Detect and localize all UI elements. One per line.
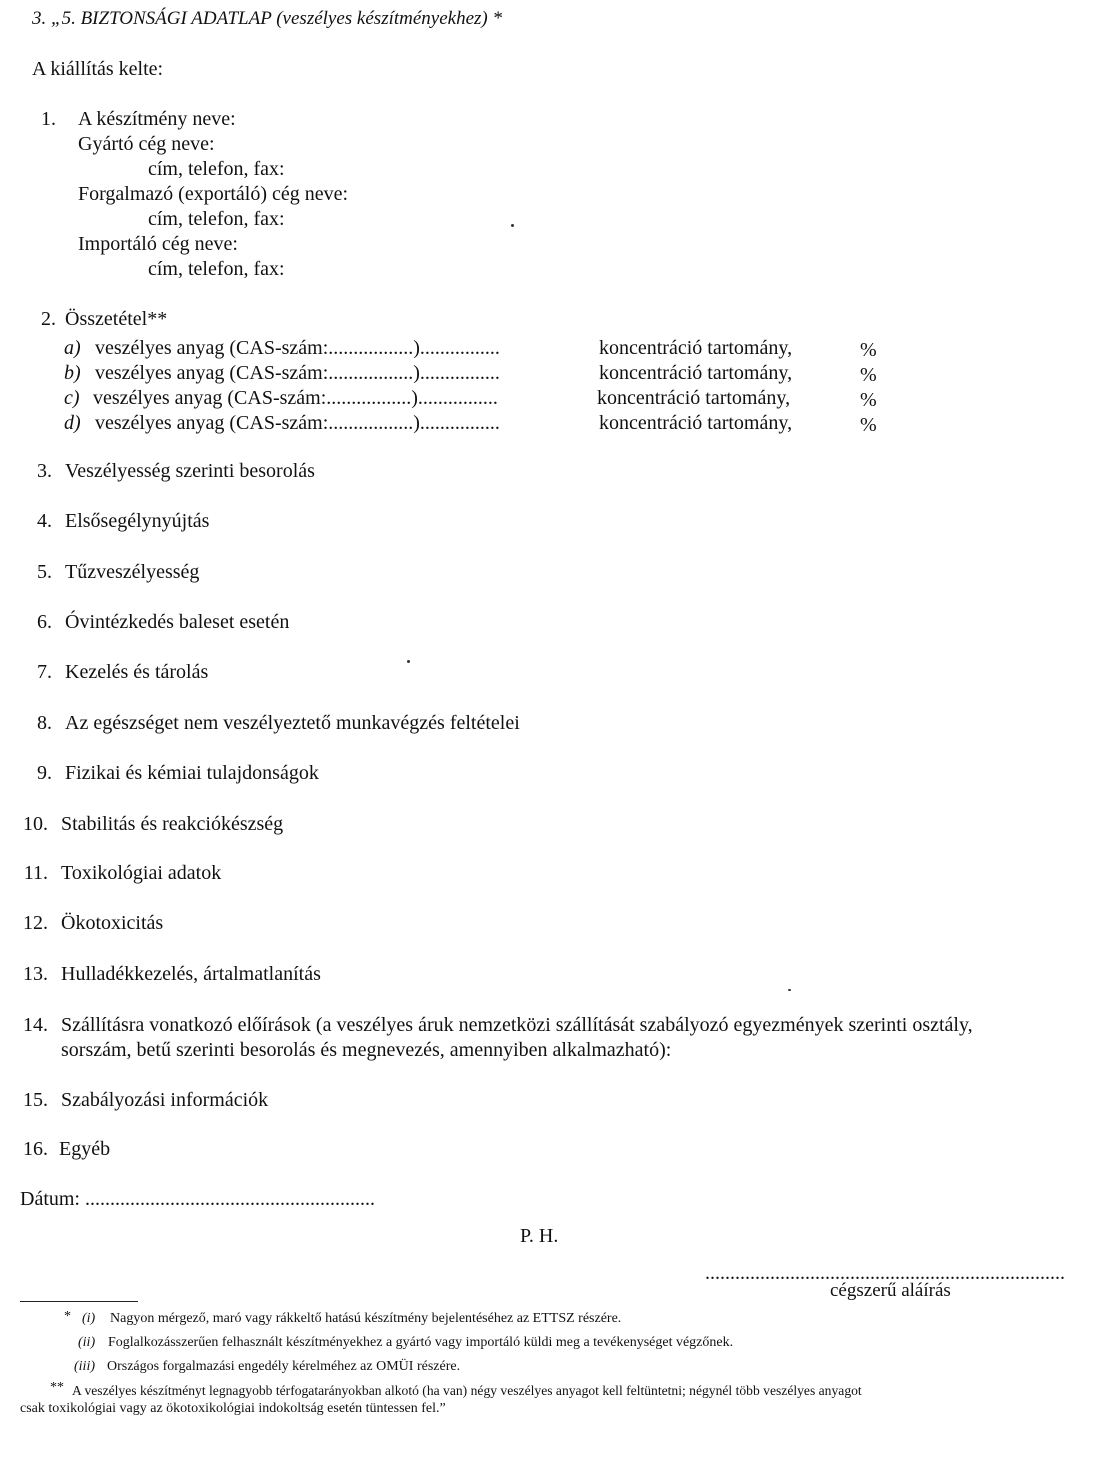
footnote-text: A veszélyes készítményt legnagyobb térfogatarányokban alkotó (ha van) négy veszélyes anyagot kell feltüntetni; négynél több veszélyes anyagot	[72, 1383, 862, 1398]
section-number: 5.	[37, 561, 52, 583]
section-2-number: 2.	[41, 308, 56, 330]
section-number: 7.	[37, 661, 52, 683]
footnote-label: (iii)	[74, 1359, 95, 1374]
product-name-label: A készítmény neve:	[78, 108, 236, 130]
composition-row-percent: %	[860, 414, 877, 436]
composition-row-text: veszélyes anyag (CAS-szám:.................)................	[95, 337, 500, 359]
issue-date-label: A kiállítás kelte:	[32, 58, 164, 80]
section-16-number: 16.	[23, 1138, 48, 1160]
section-title: Fizikai és kémiai tulajdonságok	[65, 762, 319, 784]
section-number: 9.	[37, 762, 52, 784]
document-title: 3. „5. BIZTONSÁGI ADATLAP (veszélyes készítményekhez) *	[32, 8, 502, 29]
footnote-text: csak toxikológiai vagy az ökotoxikológiai indokoltság esetén tüntessen fel.”	[20, 1401, 446, 1416]
section-number: 3.	[37, 460, 52, 482]
composition-row-percent: %	[860, 339, 877, 361]
section-title: Hulladékkezelés, ártalmatlanítás	[61, 963, 321, 985]
scan-speck	[407, 660, 410, 663]
importer-contact-label: cím, telefon, fax:	[148, 258, 285, 280]
section-title: Tűzveszélyesség	[65, 561, 200, 583]
section-title: Kezelés és tárolás	[65, 661, 209, 683]
footnote-label: (ii)	[78, 1335, 96, 1350]
section-title: Az egészséget nem veszélyeztető munkavégzés feltételei	[65, 712, 520, 734]
scan-speck	[511, 224, 514, 227]
composition-row-text: veszélyes anyag (CAS-szám:.................)................	[95, 412, 500, 434]
section-number: 10.	[23, 813, 48, 835]
footnote-text: Országos forgalmazási engedély kérelméhez az OMÜI részére.	[107, 1359, 461, 1374]
composition-row-concentration: koncentráció tartomány,	[599, 337, 793, 359]
distributor-contact-label: cím, telefon, fax:	[148, 208, 285, 230]
section-number: 4.	[37, 510, 52, 532]
section-1-number: 1.	[41, 108, 56, 130]
manufacturer-label: Gyártó cég neve:	[78, 133, 215, 155]
composition-row-letter: b)	[64, 362, 81, 384]
footnote-label: (i)	[82, 1311, 96, 1326]
composition-row-letter: a)	[64, 337, 81, 359]
section-number: 6.	[37, 611, 52, 633]
section-title: Toxikológiai adatok	[61, 862, 222, 884]
section-number: 8.	[37, 712, 52, 734]
transport-regulations-line2: sorszám, betű szerinti besorolás és megnevezés, amennyiben alkalmazható):	[61, 1039, 672, 1061]
footnote-divider	[20, 1301, 138, 1302]
composition-row-letter: c)	[64, 387, 80, 409]
stamp-placeholder: P. H.	[520, 1225, 559, 1247]
section-14-number: 14.	[23, 1014, 48, 1036]
composition-row-letter: d)	[64, 412, 81, 434]
footnote-double-star-mark: **	[50, 1380, 64, 1395]
section-number: 11.	[23, 862, 48, 884]
section-title: Elsősegélynyújtás	[65, 510, 210, 532]
section-15-number: 15.	[23, 1089, 48, 1111]
other-title: Egyéb	[59, 1138, 111, 1160]
section-title: Óvintézkedés baleset esetén	[65, 611, 290, 633]
composition-row-concentration: koncentráció tartomány,	[599, 412, 793, 434]
section-title: Stabilitás és reakciókészség	[61, 813, 284, 835]
regulatory-info-title: Szabályozási információk	[61, 1089, 269, 1111]
date-line: Dátum: ..........................................................	[20, 1188, 375, 1210]
section-number: 13.	[23, 963, 48, 985]
section-title: Ökotoxicitás	[61, 912, 164, 934]
manufacturer-contact-label: cím, telefon, fax:	[148, 158, 285, 180]
scan-speck	[788, 989, 791, 991]
section-number: 12.	[23, 912, 48, 934]
composition-row-percent: %	[860, 389, 877, 411]
footnote-text: Nagyon mérgező, maró vagy rákkeltő hatású készítmény bejelentéséhez az ETTSZ részére.	[110, 1311, 622, 1326]
signature-line: ........................................................................	[705, 1262, 1065, 1284]
signature-label: cégszerű aláírás	[830, 1280, 951, 1301]
composition-row-text: veszélyes anyag (CAS-szám:.................)................	[95, 362, 500, 384]
section-title: Veszélyesség szerinti besorolás	[65, 460, 315, 482]
composition-title: Összetétel**	[65, 308, 168, 330]
composition-row-concentration: koncentráció tartomány,	[599, 362, 793, 384]
distributor-label: Forgalmazó (exportáló) cég neve:	[78, 183, 349, 205]
composition-row-percent: %	[860, 364, 877, 386]
footnote-text: Foglalkozásszerűen felhasznált készítményekhez a gyártó vagy importáló küldi meg a tevékenységet végzőnek.	[108, 1335, 734, 1350]
importer-label: Importáló cég neve:	[78, 233, 238, 255]
composition-row-concentration: koncentráció tartomány,	[597, 387, 791, 409]
composition-row-text: veszélyes anyag (CAS-szám:.................)................	[93, 387, 498, 409]
transport-regulations-line1: Szállításra vonatkozó előírások (a veszélyes áruk nemzetközi szállítását szabályozó egyezmények szerinti osztály,	[61, 1014, 973, 1036]
footnote-star-mark: *	[64, 1309, 71, 1324]
